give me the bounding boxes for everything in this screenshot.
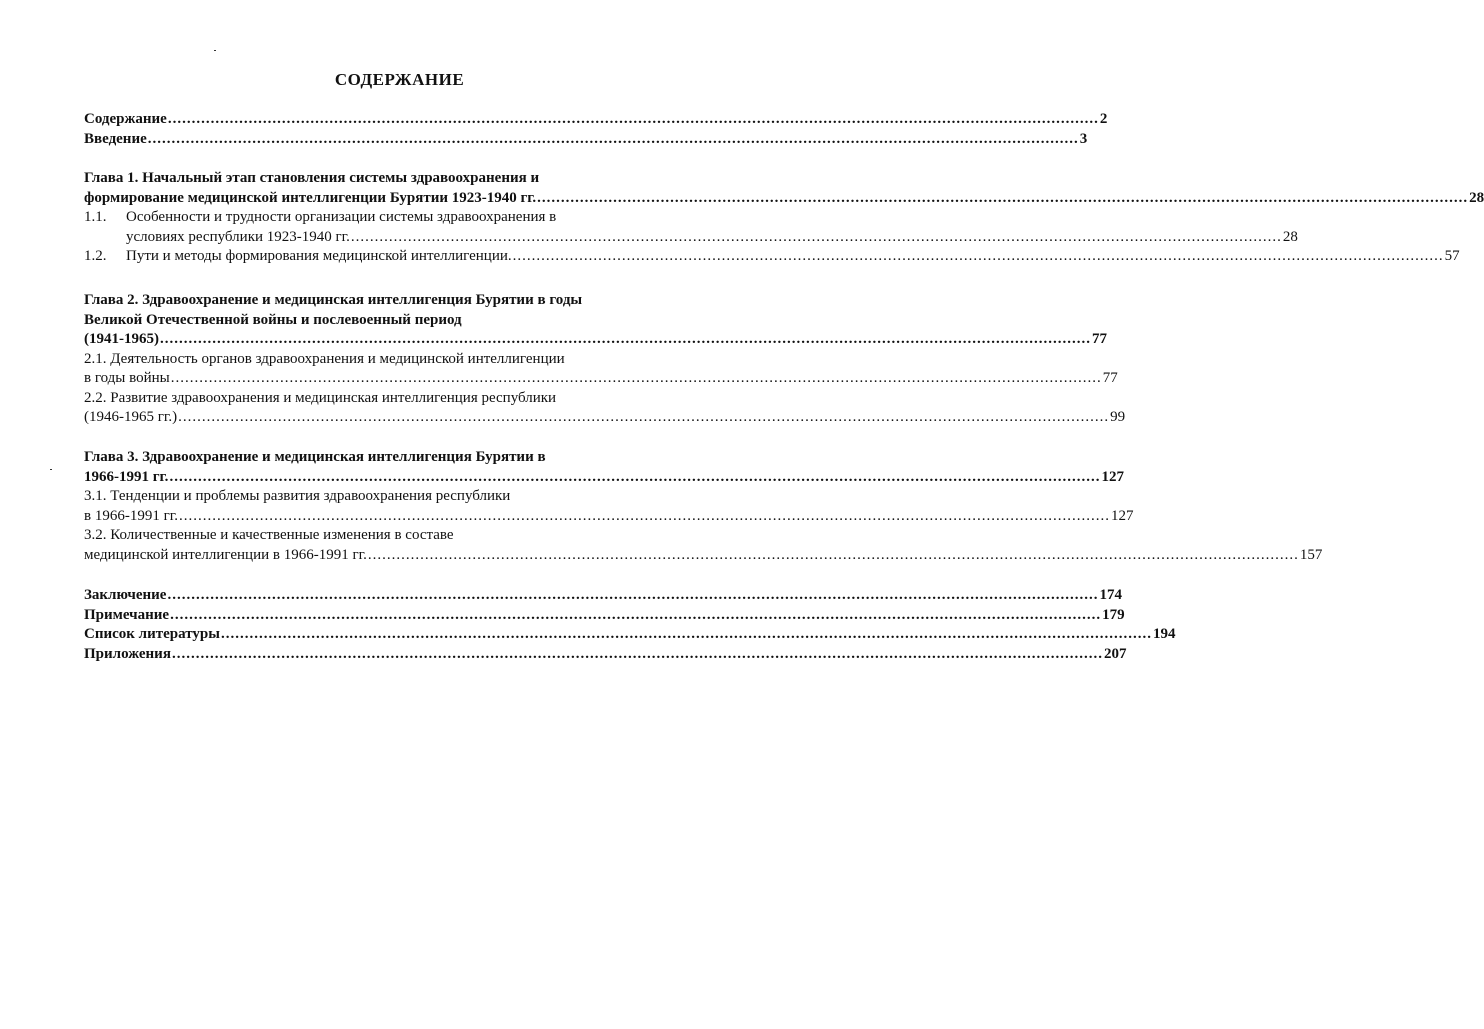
chapter-title-last: (1941-1965) ..... 77 <box>84 330 672 350</box>
section-entry <box>84 546 1323 566</box>
toc-chapter-2 <box>84 291 1126 428</box>
section-entry <box>84 408 1126 428</box>
section-number: 1.2. <box>84 248 107 264</box>
section-title-line: 2.1. Деятельность органов здравоохранения и медицинской интеллигенции <box>84 350 565 367</box>
chapter-title-line: Глава 2. Здравоохранение и медицинская интеллигенция Бурятии в годы <box>84 292 583 308</box>
toc-entry-page: 179 <box>1102 606 1125 623</box>
toc-entry-page: 2 <box>1099 111 1108 127</box>
toc-front <box>84 110 1108 149</box>
toc-entry-page: 194 <box>1152 626 1176 642</box>
scan-speck <box>50 469 52 470</box>
toc-entry-page: 3 <box>1079 130 1088 147</box>
scan-speck <box>214 50 216 51</box>
section-title-last: в годы войны <box>84 370 170 386</box>
toc-entry-title: Приложения <box>84 645 171 662</box>
section-title-line: 3.1. Тенденции и проблемы развития здравоохранения республики <box>84 488 511 504</box>
toc-chapter-1 <box>84 169 1484 267</box>
section-title-last: (1946-1965 гг.) <box>84 409 178 425</box>
section-title-last: медицинской интеллигенции в 1966-1991 гг. <box>84 546 367 563</box>
toc-chapter-3 <box>84 448 1323 565</box>
toc-entry <box>84 110 1108 130</box>
section-page: 99 <box>1110 409 1126 425</box>
chapter-page: 28 <box>1469 189 1484 206</box>
toc-entry-page: 174 <box>1099 587 1122 603</box>
section-1-2 <box>84 247 1460 267</box>
section-number: 1.1. <box>84 209 107 225</box>
toc-entry-title: Содержание <box>84 111 167 127</box>
section-page: 77 <box>1102 370 1118 386</box>
section-page: 57 <box>1444 248 1460 264</box>
chapter-title-line: Глава 1. Начальный этап становления системы здравоохранения и <box>84 170 540 186</box>
section-entry <box>84 369 1118 389</box>
chapter-title-line: Глава 3. Здравоохранение и медицинская интеллигенция Бурятии в <box>84 449 546 465</box>
toc-entry <box>84 645 1127 665</box>
section-title-last: Пути и методы формирования медицинской интеллигенции. <box>126 248 512 264</box>
toc-entry-title: Заключение <box>84 587 167 603</box>
section-1-1 <box>84 208 1298 247</box>
section-title-line: 3.2. Количественные и качественные изменения в составе <box>84 527 454 543</box>
toc-entry <box>84 130 1088 150</box>
chapter-page: 127 <box>1101 468 1124 485</box>
toc-entry-title: Примечание <box>84 606 170 623</box>
toc-entry-title: Введение <box>84 130 147 147</box>
section-title-last: условиях республики 1923-1940 гг. <box>126 228 350 245</box>
toc-back <box>84 586 1176 664</box>
section-page: 127 <box>1110 507 1134 524</box>
chapter-title-line: Великой Отечественной войны и послевоенный период <box>84 311 462 328</box>
toc-entry-page: 207 <box>1103 645 1127 662</box>
toc-entry <box>84 625 1176 645</box>
section-page: 28 <box>1282 228 1298 245</box>
chapter-title-last: 1966-1991 гг. ..... 127 <box>84 468 672 488</box>
chapter-title-last: формирование медицинской интеллигенции Бурятии 1923-1940 гг. ..... 28 <box>84 189 672 209</box>
section-page: 157 <box>1299 546 1323 563</box>
toc-entry <box>84 586 1122 606</box>
section-title-line: 2.2. Развитие здравоохранения и медицинская интеллигенция республики <box>84 389 557 406</box>
section-entry <box>84 507 1134 527</box>
section-title-last: в 1966-1991 гг. <box>84 507 178 524</box>
toc-entry-title: Список литературы <box>84 626 220 642</box>
toc-heading: СОДЕРЖАНИЕ <box>334 70 465 89</box>
toc-entry <box>84 606 1125 626</box>
chapter-page: 77 <box>1092 331 1107 347</box>
section-title-line: Особенности и трудности организации системы здравоохранения в <box>126 209 557 225</box>
